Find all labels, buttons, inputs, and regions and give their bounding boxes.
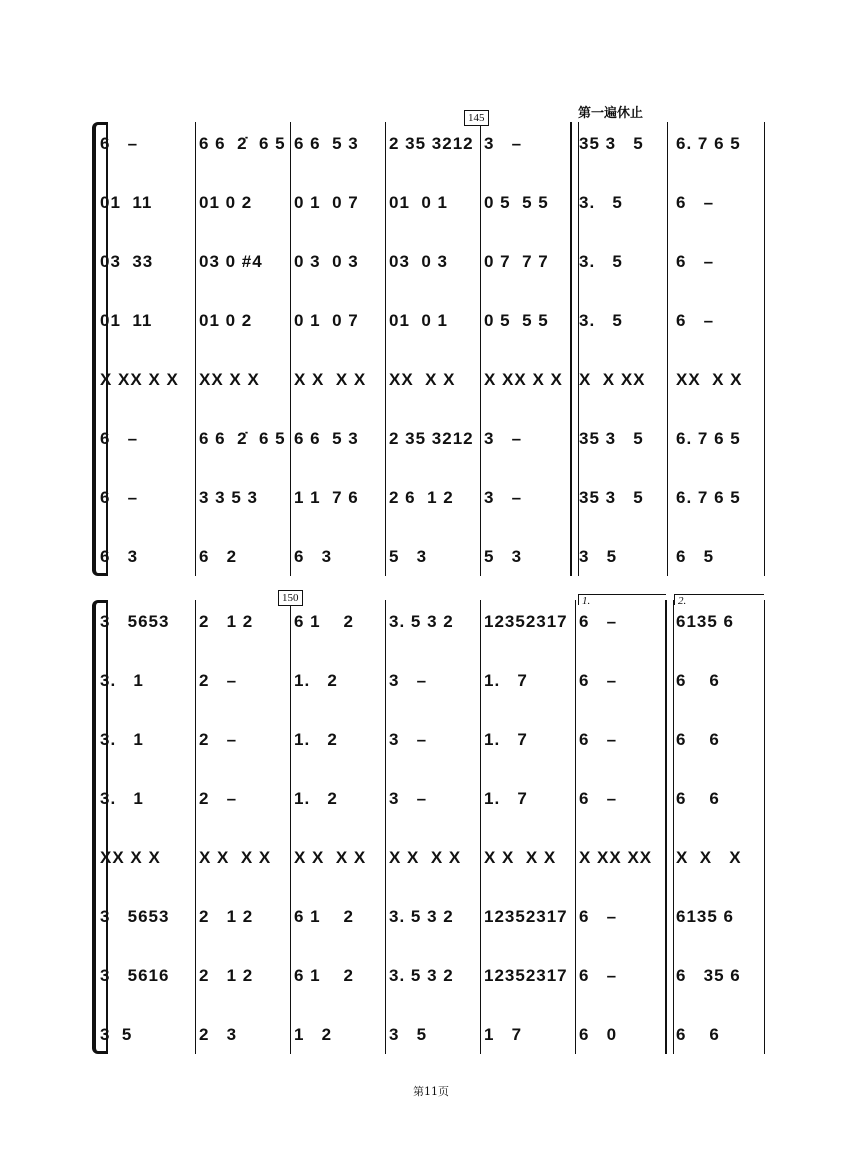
note-group: 12352317 bbox=[484, 907, 568, 926]
note-group: X X XX bbox=[579, 370, 646, 389]
measure-cell bbox=[294, 897, 389, 937]
measure-cell bbox=[100, 183, 195, 223]
note-group: X X X X bbox=[199, 848, 272, 867]
note-group: 2 – bbox=[199, 671, 238, 690]
measure-cell bbox=[579, 956, 671, 996]
measure-cell bbox=[199, 242, 294, 282]
score-system-2 bbox=[92, 592, 768, 1054]
rehearsal-mark-150: 150 bbox=[278, 590, 303, 606]
measure-cell bbox=[484, 838, 579, 878]
note-group: X X X X bbox=[294, 370, 367, 389]
measure-cell bbox=[199, 661, 294, 701]
staff-row bbox=[100, 537, 768, 577]
note-group: 2 – bbox=[199, 730, 238, 749]
note-group: 3 5653 bbox=[100, 907, 170, 926]
note-group: 6 – bbox=[579, 612, 618, 631]
note-group: 03 33 bbox=[100, 252, 154, 271]
note-group: 12352317 bbox=[484, 612, 568, 631]
note-group: 2 3 bbox=[199, 1025, 238, 1044]
note-group: 3 – bbox=[484, 488, 523, 507]
measure-cell bbox=[579, 897, 671, 937]
note-group: 01 11 bbox=[100, 311, 153, 330]
note-group: 6 – bbox=[579, 671, 618, 690]
note-group: 01 0 1 bbox=[389, 193, 448, 212]
measure-cell bbox=[389, 779, 484, 819]
measure-cell bbox=[676, 537, 768, 577]
page-number: 第11页 bbox=[413, 1085, 449, 1098]
note-group: 01 11 bbox=[100, 193, 153, 212]
note-group: 6 3 bbox=[100, 547, 139, 566]
measure-cell bbox=[389, 1015, 484, 1055]
measure-cell bbox=[579, 478, 671, 518]
measure-cell bbox=[484, 360, 579, 400]
note-group: 3. 1 bbox=[100, 730, 144, 749]
measure-cell bbox=[389, 301, 484, 341]
measure-cell bbox=[676, 242, 768, 282]
note-group: XX X X bbox=[199, 370, 260, 389]
measure-cell bbox=[199, 360, 294, 400]
note-group: 3 – bbox=[484, 134, 523, 153]
measure-cell bbox=[389, 838, 484, 878]
measure-cell bbox=[100, 602, 195, 642]
measure-cell bbox=[389, 360, 484, 400]
note-group: 6 35 6 bbox=[676, 966, 741, 985]
note-group: 6 – bbox=[100, 488, 139, 507]
measure-cell bbox=[579, 1015, 671, 1055]
note-group: 3. 1 bbox=[100, 671, 144, 690]
measure-cell bbox=[484, 301, 579, 341]
measure-cell bbox=[199, 897, 294, 937]
measure-cell bbox=[294, 242, 389, 282]
note-group: 2 35 3212 bbox=[389, 134, 474, 153]
measure-cell bbox=[484, 183, 579, 223]
note-group: 01 0 1 bbox=[389, 311, 448, 330]
note-group: 0 1 0 7 bbox=[294, 311, 359, 330]
note-group: 6 – bbox=[676, 311, 715, 330]
note-group: 01 0 2 bbox=[199, 193, 253, 212]
note-group: 35 3 5 bbox=[579, 488, 644, 507]
measure-cell bbox=[199, 419, 294, 459]
measure-cell bbox=[676, 956, 768, 996]
staff-row bbox=[100, 720, 768, 760]
note-group: 6. 7 6 5 bbox=[676, 429, 741, 448]
note-group: 12352317 bbox=[484, 966, 568, 985]
measure-cell bbox=[389, 419, 484, 459]
note-group: 6 6 2̇ 6 5 bbox=[199, 429, 286, 448]
measure-cell bbox=[100, 838, 195, 878]
note-group: 2 35 3212 bbox=[389, 429, 474, 448]
measure-cell bbox=[294, 537, 389, 577]
note-group: 3 5653 bbox=[100, 612, 170, 631]
note-group: 2 – bbox=[199, 789, 238, 808]
measure-cell bbox=[579, 720, 671, 760]
note-group: 0 5 5 5 bbox=[484, 193, 549, 212]
note-group: 2 1 2 bbox=[199, 612, 254, 631]
note-group: X X X X bbox=[389, 848, 462, 867]
staff-row bbox=[100, 779, 768, 819]
measure-cell bbox=[199, 838, 294, 878]
measure-cell bbox=[100, 242, 195, 282]
measure-cell bbox=[100, 537, 195, 577]
note-group: 6 – bbox=[676, 252, 715, 271]
note-group: 6 – bbox=[579, 730, 618, 749]
note-group: 2 1 2 bbox=[199, 966, 254, 985]
staff-row bbox=[100, 661, 768, 701]
measure-cell bbox=[579, 124, 671, 164]
measure-cell bbox=[676, 301, 768, 341]
measure-cell bbox=[676, 478, 768, 518]
note-group: 6135 6 bbox=[676, 907, 734, 926]
note-group: 0 3 0 3 bbox=[294, 252, 359, 271]
staff-row bbox=[100, 124, 768, 164]
note-group: 3. 5 3 2 bbox=[389, 907, 454, 926]
measure-cell bbox=[294, 838, 389, 878]
note-group: 0 7 7 7 bbox=[484, 252, 549, 271]
note-group: 1. 2 bbox=[294, 789, 338, 808]
note-group: 6 6 bbox=[676, 671, 720, 690]
measure-cell bbox=[484, 602, 579, 642]
note-group: 6 5 bbox=[676, 547, 715, 566]
note-group: X XX XX bbox=[579, 848, 653, 867]
measure-cell bbox=[389, 124, 484, 164]
note-group: 01 0 2 bbox=[199, 311, 253, 330]
note-group: XX X X bbox=[100, 848, 161, 867]
note-group: 5 3 bbox=[484, 547, 523, 566]
note-group: 35 3 5 bbox=[579, 134, 644, 153]
measure-cell bbox=[294, 661, 389, 701]
note-group: 1. 7 bbox=[484, 671, 528, 690]
note-group: 3. 5 bbox=[579, 311, 623, 330]
staff-row bbox=[100, 360, 768, 400]
note-group: XX X X bbox=[676, 370, 743, 389]
measure-cell bbox=[389, 537, 484, 577]
measure-cell bbox=[676, 897, 768, 937]
measure-cell bbox=[389, 897, 484, 937]
measure-cell bbox=[294, 124, 389, 164]
rehearsal-mark-145: 145 bbox=[464, 110, 489, 126]
note-group: 2 6 1 2 bbox=[389, 488, 454, 507]
staff-row bbox=[100, 478, 768, 518]
staff-row bbox=[100, 1015, 768, 1055]
measure-cell bbox=[579, 301, 671, 341]
note-group: 6 6 bbox=[676, 1025, 720, 1044]
measure-cell bbox=[484, 956, 579, 996]
measure-cell bbox=[676, 360, 768, 400]
measure-cell bbox=[484, 1015, 579, 1055]
note-group: 1. 2 bbox=[294, 730, 338, 749]
note-group: 6 1 2 bbox=[294, 612, 354, 631]
staff-row bbox=[100, 956, 768, 996]
measure-cell bbox=[484, 661, 579, 701]
measure-cell bbox=[579, 537, 671, 577]
note-group: 3 5616 bbox=[100, 966, 170, 985]
note-group: 3. 1 bbox=[100, 789, 144, 808]
measure-cell bbox=[100, 1015, 195, 1055]
measure-cell bbox=[199, 478, 294, 518]
volta-2: 2. bbox=[674, 594, 764, 605]
measure-cell bbox=[294, 183, 389, 223]
note-group: X X X X bbox=[294, 848, 367, 867]
note-group: X X X bbox=[676, 848, 742, 867]
note-group: 3. 5 bbox=[579, 252, 623, 271]
note-group: 6 3 bbox=[294, 547, 333, 566]
measure-cell bbox=[484, 124, 579, 164]
measure-cell bbox=[100, 956, 195, 996]
measure-cell bbox=[484, 897, 579, 937]
measure-cell bbox=[676, 1015, 768, 1055]
note-group: 6 – bbox=[579, 789, 618, 808]
measure-cell bbox=[389, 183, 484, 223]
measure-cell bbox=[484, 478, 579, 518]
measure-cell bbox=[294, 360, 389, 400]
note-group: 6 6 bbox=[676, 730, 720, 749]
measure-cell bbox=[294, 419, 389, 459]
measure-cell bbox=[579, 779, 671, 819]
measure-cell bbox=[100, 478, 195, 518]
staff-row bbox=[100, 838, 768, 878]
note-group: 6 1 2 bbox=[294, 966, 354, 985]
measure-cell bbox=[579, 360, 671, 400]
note-group: 6 – bbox=[100, 134, 139, 153]
note-group: X X X X bbox=[484, 848, 557, 867]
note-group: 1 1 7 6 bbox=[294, 488, 359, 507]
measure-cell bbox=[294, 720, 389, 760]
staff-row bbox=[100, 419, 768, 459]
measure-cell bbox=[676, 602, 768, 642]
measure-cell bbox=[199, 602, 294, 642]
measure-cell bbox=[676, 124, 768, 164]
note-group: 1. 7 bbox=[484, 789, 528, 808]
note-group: 3 5 bbox=[100, 1025, 133, 1044]
note-group: 6 6 bbox=[676, 789, 720, 808]
measure-cell bbox=[579, 661, 671, 701]
note-group: 6135 6 bbox=[676, 612, 734, 631]
measure-cell bbox=[294, 956, 389, 996]
measure-cell bbox=[100, 661, 195, 701]
measure-cell bbox=[484, 779, 579, 819]
measure-cell bbox=[389, 661, 484, 701]
note-group: 3 5 bbox=[389, 1025, 428, 1044]
note-group: 1. 7 bbox=[484, 730, 528, 749]
measure-cell bbox=[100, 124, 195, 164]
measure-cell bbox=[199, 720, 294, 760]
note-group: 0 5 5 5 bbox=[484, 311, 549, 330]
volta-1: 1. bbox=[578, 594, 666, 605]
measure-cell bbox=[676, 419, 768, 459]
note-group: 3 – bbox=[389, 789, 428, 808]
note-group: 2 1 2 bbox=[199, 907, 254, 926]
measure-cell bbox=[579, 602, 671, 642]
note-group: 1 7 bbox=[484, 1025, 523, 1044]
measure-cell bbox=[100, 360, 195, 400]
note-group: 6 6 5 3 bbox=[294, 429, 359, 448]
note-group: 3. 5 3 2 bbox=[389, 966, 454, 985]
measure-cell bbox=[484, 537, 579, 577]
measure-cell bbox=[100, 720, 195, 760]
note-group: 6 2 bbox=[199, 547, 238, 566]
note-group: 35 3 5 bbox=[579, 429, 644, 448]
measure-cell bbox=[199, 779, 294, 819]
measure-cell bbox=[294, 478, 389, 518]
note-group: 3 – bbox=[389, 671, 428, 690]
note-group: XX X X bbox=[389, 370, 456, 389]
measure-cell bbox=[484, 419, 579, 459]
measure-cell bbox=[579, 242, 671, 282]
measure-cell bbox=[199, 956, 294, 996]
note-group: 5 3 bbox=[389, 547, 428, 566]
measure-cell bbox=[199, 301, 294, 341]
staff-row bbox=[100, 897, 768, 937]
measure-cell bbox=[294, 1015, 389, 1055]
measure-cell bbox=[389, 956, 484, 996]
measure-cell bbox=[294, 602, 389, 642]
measure-cell bbox=[100, 779, 195, 819]
measure-cell bbox=[100, 419, 195, 459]
measure-cell bbox=[294, 301, 389, 341]
measure-cell bbox=[579, 838, 671, 878]
note-group: 03 0 #4 bbox=[199, 252, 263, 271]
staff-row bbox=[100, 242, 768, 282]
note-group: 6 6 5 3 bbox=[294, 134, 359, 153]
measure-cell bbox=[199, 124, 294, 164]
note-group: 3. 5 bbox=[579, 193, 623, 212]
measure-cell bbox=[484, 242, 579, 282]
measure-cell bbox=[676, 838, 768, 878]
note-group: 3. 5 3 2 bbox=[389, 612, 454, 631]
staff-row bbox=[100, 301, 768, 341]
note-group: 6 1 2 bbox=[294, 907, 354, 926]
measure-cell bbox=[389, 478, 484, 518]
note-group: 03 0 3 bbox=[389, 252, 448, 271]
note-group: 3 3 5 3 bbox=[199, 488, 258, 507]
measure-cell bbox=[199, 183, 294, 223]
measure-cell bbox=[484, 720, 579, 760]
note-group: 6 – bbox=[579, 966, 618, 985]
note-group: 6 – bbox=[579, 907, 618, 926]
measure-cell bbox=[199, 537, 294, 577]
measure-cell bbox=[389, 602, 484, 642]
note-group: 6 – bbox=[676, 193, 715, 212]
measure-cell bbox=[579, 419, 671, 459]
note-group: 6 0 bbox=[579, 1025, 618, 1044]
note-group: 1. 2 bbox=[294, 671, 338, 690]
measure-cell bbox=[579, 183, 671, 223]
measure-cell bbox=[199, 1015, 294, 1055]
note-group: 1 2 bbox=[294, 1025, 333, 1044]
staff-row bbox=[100, 602, 768, 642]
measure-cell bbox=[294, 779, 389, 819]
measure-cell bbox=[676, 661, 768, 701]
measure-cell bbox=[100, 897, 195, 937]
note-group: 3 5 bbox=[579, 547, 618, 566]
staff-row bbox=[100, 183, 768, 223]
measure-cell bbox=[100, 301, 195, 341]
measure-cell bbox=[389, 242, 484, 282]
note-group: X XX X X bbox=[484, 370, 563, 389]
note-group: 6 6 2̇ 6 5 bbox=[199, 134, 286, 153]
note-group: 0 1 0 7 bbox=[294, 193, 359, 212]
note-group: X XX X X bbox=[100, 370, 179, 389]
measure-cell bbox=[389, 720, 484, 760]
note-group: 6. 7 6 5 bbox=[676, 488, 741, 507]
measure-cell bbox=[676, 779, 768, 819]
note-group: 6. 7 6 5 bbox=[676, 134, 741, 153]
measure-cell bbox=[676, 720, 768, 760]
first-time-rest-annotation: 第一遍休止 bbox=[578, 106, 644, 121]
measure-cell bbox=[676, 183, 768, 223]
note-group: 3 – bbox=[389, 730, 428, 749]
note-group: 3 – bbox=[484, 429, 523, 448]
note-group: 6 – bbox=[100, 429, 139, 448]
